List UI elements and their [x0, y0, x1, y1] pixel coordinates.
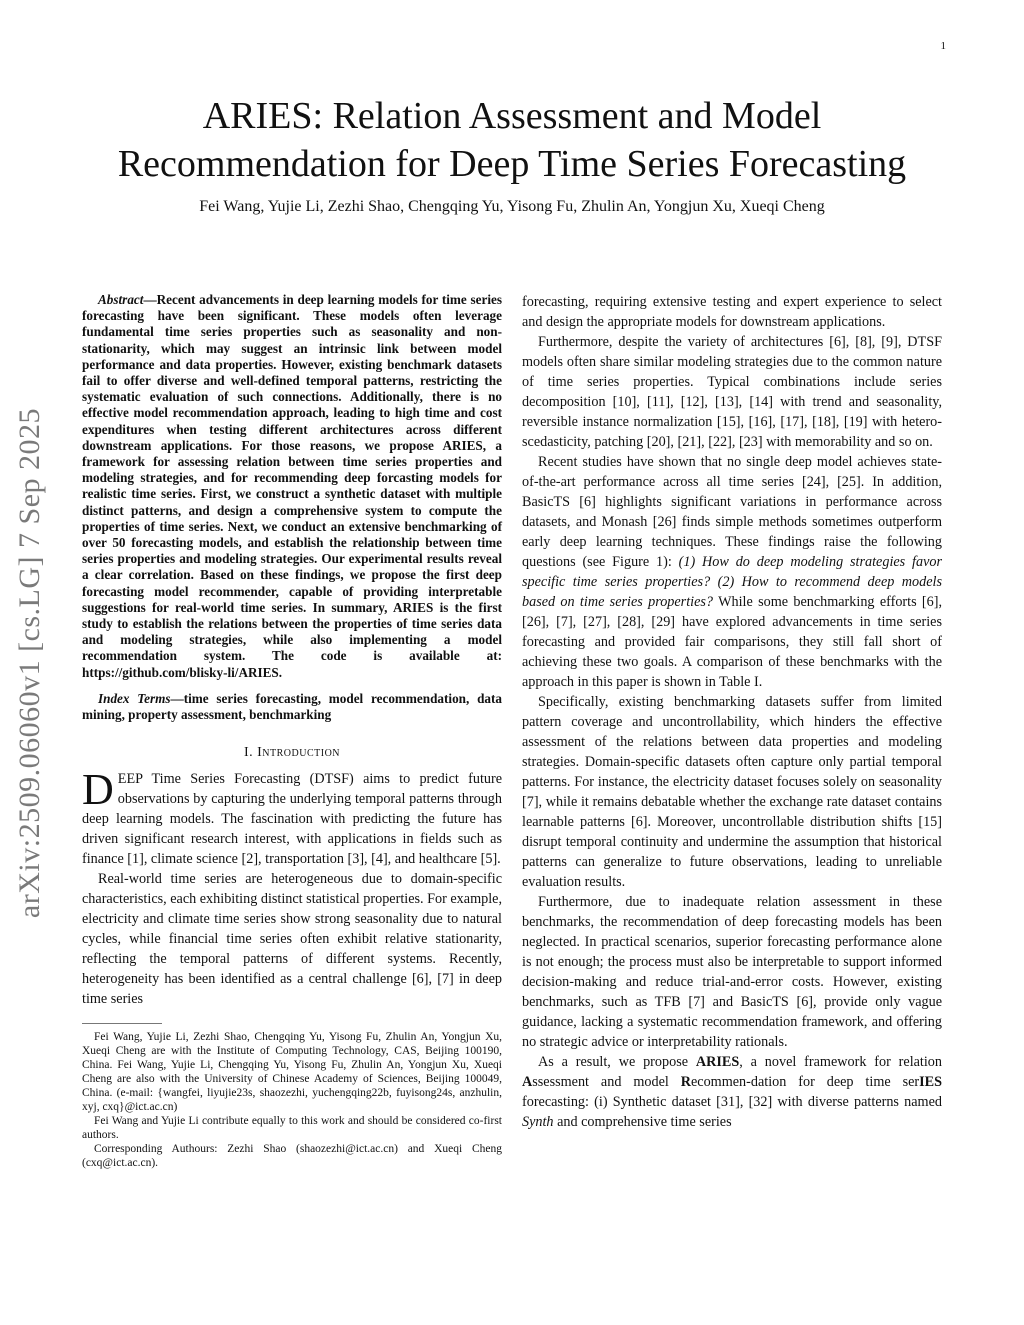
body-paragraph-recommendation: Furthermore, due to inadequate relation assessment in these benchmarks, the recommendation of deep forecasting models has been neglected. In practical scenarios, superior forecasting performance alone is not enough; the process must also be interpretable to support informed decision-making and reduce trial-and-error costs. However, existing benchmarks, such as TFB [7] and BasicTS [6], provide only vague guidance, lacking a systematic recommendation framework, and offering no strategic advice or interpretability rationals.	[522, 894, 942, 1050]
arxiv-identifier-text: arXiv:2509.06060v1 [cs.LG] 7 Sep 2025	[13, 407, 46, 919]
acronym-letter-a: A	[522, 1074, 533, 1090]
intro-paragraph-1	[82, 765, 502, 869]
title-line-2: Recommendation for Deep Time Series Forecasting	[117, 143, 907, 185]
dataset-name: Synth	[522, 1114, 554, 1130]
body-paragraph-limitations: Specifically, existing benchmarking datasets suffer from limited pattern coverage and uncontrollability, which hinders the effective assessment of the relations between data properties and modeling strategies. Domain-specific datasets often capture only partial temporal patterns. For instance, the electricity dataset focuses solely on seasonality [7], while it remains debatable whether the exchange rate dataset contains learnable patterns [6]. Moreover, uncontrollable distribution shifts [15] disrupt temporal continuity and undermine the assumption that historical patterns can generalize to future observations, leading to unreliable evaluation results.	[522, 694, 942, 890]
abstract-body: —Recent advancements in deep learning models for time series forecasting have been significant. These models often leverage fundamental time series properties such as seasonality and non-stationarity, which may suggest an intrinsic link between model performance and data properties. However, existing benchmark datasets fail to offer diverse and well-defined temporal patterns, restricting the systematic evaluation of such connections. Additionally, there is no effective model recommendation approach, leading to high time and cost expenditures when testing different architectures across different downstream applications. For those reasons, we propose ARIES, a framework for assessing relation between time series properties and modeling strategies, and for recommending deep forcasting models for realistic time series. First, we construct a synthetic dataset with multiple distinct patterns, and design a comprehensive system to compute the properties of time series. Next, we conduct an extensive benchmarking of over 50 forecasting models, and establish the relationship between time series properties and modeling strategies. Our experimental results reveal a clear correlation. Based on these findings, we propose the first deep forecasting model recommender, capable of providing interpretable suggestions for real-world time series. In summary, ARIES is the first study to establish the relations between the properties of time series data and modeling strategies, while also implementing a model recommendation system. The code is available at: https://github.com/blisky-li/ARIES.	[82, 292, 502, 680]
acronym-letters-ies: IES	[919, 1074, 942, 1090]
abstract	[82, 292, 502, 681]
abstract-label: Abstract	[98, 292, 144, 307]
intro-paragraph-1-text: EEP Time Series Forecasting (DTSF) aims to predict future observations by capturing the underlying temporal patterns through deep learning models. The fascination with predicting the future has driven significant research interest, with applications in fields such as finance [1], climate science [2], transportation [3], [4], and healthcare [5].	[82, 771, 502, 868]
footnote-affiliations: Fei Wang, Yujie Li, Zezhi Shao, Chengqing Yu, Yisong Fu, Zhulin An, Yongjun Xu, Xueqi Cheng are with the Institute of Computing Technology, CAS, Beijing 100190, China. Fei Wang, Yujie Li, Chengqing Yu, Yisong Fu, Zhulin An, Yongjun Xu, Xueqi Cheng are also with the University of Chinese Academy of Sciences, Beijing 100049, China. (e-mail: {wangfei, liyujie23s, shaozezhi, yuchengqing22b, fuyisong24s, anzhulin, xyj, cxq}@ict.ac.cn)	[82, 1031, 502, 1114]
footnote-corresponding: Corresponding Authours: Zezhi Shao (shaozezhi@ict.ac.cn) and Xueqi Cheng (cxq@ict.ac.cn).	[82, 1143, 502, 1170]
drop-cap: D	[82, 765, 114, 815]
proposal-text-b: , a novel framework for relation	[739, 1054, 942, 1070]
arxiv-identifier	[6, 378, 54, 948]
proposal-text-c: ssessment and model	[532, 1074, 681, 1090]
index-terms	[82, 691, 502, 723]
body-paragraph-proposal	[522, 1052, 942, 1132]
body-paragraph-research-questions	[522, 452, 942, 692]
proposal-text-a: As a result, we propose	[538, 1054, 696, 1070]
framework-name: ARIES	[695, 1054, 740, 1070]
page-number: 1	[940, 40, 946, 52]
footnote-co-first: Fei Wang and Yujie Li contribute equally to this work and should be considered co-first authors.	[82, 1115, 502, 1142]
index-terms-body: —time series forecasting, model recommendation, data mining, property assessment, benchmarking	[82, 690, 502, 723]
proposal-text-e: forecasting: (i) Synthetic dataset [31], [32] with diverse patterns named	[522, 1094, 942, 1110]
body-paragraph-continued: forecasting, requiring extensive testing and expert experience to select and design the appropriate models for downstream applications.	[522, 294, 942, 330]
paper-title	[60, 92, 964, 188]
proposal-text-d: ecommen-dation for deep time ser	[690, 1074, 920, 1090]
research-questions-text-a: Recent studies have shown that no single deep model achieves state-of-the-art performance across all time series [24], [25]. In addition, BasicTS [6] highlights significant variations in performance across datasets, and Monash [26] finds simple methods sometimes outperform early deep learning techniques. These findings raise the following questions (see Figure 1):	[522, 454, 942, 570]
proposal-text-f: and comprehensive time series	[553, 1114, 732, 1130]
index-terms-label: Index Terms	[98, 690, 171, 706]
author-list: Fei Wang, Yujie Li, Zezhi Shao, Chengqing Yu, Yisong Fu, Zhulin An, Yongjun Xu, Xueqi Cheng	[199, 198, 825, 215]
research-questions: (1) How do deep modeling strategies favor specific time series properties? (2) How to recommend deep models based on time series properties?	[522, 554, 942, 610]
body-paragraph-architectures: Furthermore, despite the variety of architectures [6], [8], [9], DTSF models often share similar modeling strategies due to the common nature of time series properties. Typical combinations include series decomposition [10], [11], [12], [13], [14] with trend and seasonality, reversible instance normalization [15], [16], [17], [18], [19] with hetero-scedasticity, patching [20], [21], [22], [23] with memorability and so on.	[522, 334, 942, 450]
right-column	[522, 292, 942, 1132]
footnote-divider	[82, 1023, 162, 1024]
acronym-letter-r: R	[680, 1074, 691, 1090]
intro-paragraph-2: Real-world time series are heterogeneous due to domain-specific characteristics, each exhibiting distinct statistical properties. For example, electricity and climate time series show strong seasonality due to natural cycles, while financial time series often exhibit relative stationarity, reflecting the temporal patterns of different systems. Recently, heterogeneity has been identified as a central challenge [6], [7] in deep time series	[82, 871, 502, 1008]
title-line-1: ARIES: Relation Assessment and Model	[202, 95, 822, 137]
left-column	[82, 292, 502, 1170]
section-heading-introduction: I. Introduction	[243, 745, 341, 761]
research-questions-text-b: While some benchmarking efforts [6], [26], [7], [27], [28], [29] have explored advancements in time series forecasting and provided fair comparisons, they still fall short of achieving these two goals. A comparison of these benchmarks with the approach in this paper is shown in Table I.	[522, 594, 943, 690]
